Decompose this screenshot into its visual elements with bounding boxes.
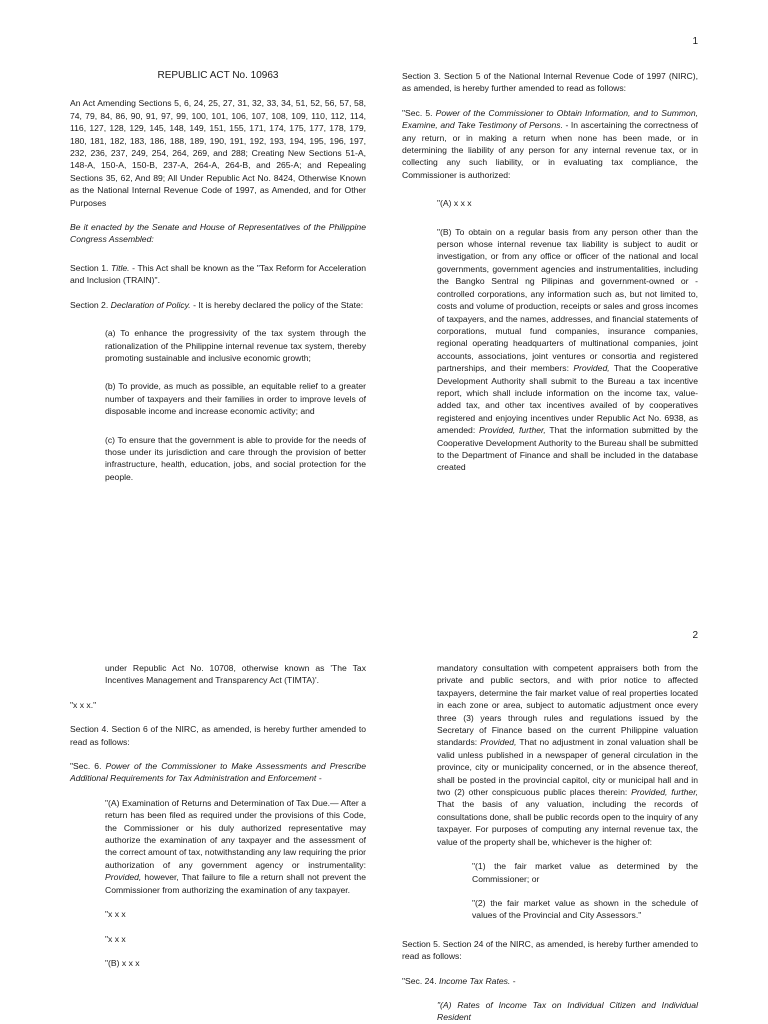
section-close: "x x x." — [70, 699, 97, 710]
nirc-section-24-a: "(A) Rates of Income Tax on Individual Citizen and Individual Resident — [437, 999, 698, 1023]
zonal-valuation-text: mandatory consultation with competent appraisers both from the private and public sectors, and with prior notice to affected taxpayers, determine the fair market value of real properties located in each zone or area, subject to automatic adjustment once every three (3) years through rules and regulations issued by the Secretary of Finance based on the current Philippine valuation standards: Provided, That no adjustment in zonal valuation shall be valid unless published in a newspaper of general circulation in the province, city or municipality concerned, or in the absence thereof, shall be posted in the provincial capitol, city or municipal hall and in two (2) other conspicuous public places therein: Provided, further, That the basis of any valuation, including the records of consultations done, shall be public records open to the inquiry of any taxpayer. For purposes of computing any internal revenue tax, the value of the property shall be, whichever is the higher of: — [437, 663, 699, 847]
nirc-section-5-a: "(A) x x x — [437, 198, 472, 209]
section-2-item-a: (a) To enhance the progressivity of the tax system through the rationalization of the Philippine internal revenue tax system, thereby promoting sustainable and inclusive economic growth; — [105, 328, 366, 363]
left-column — [70, 662, 366, 969]
nirc-section-5-b: "(B) To obtain on a regular basis from any person other than the person whose internal revenue tax liability is subject to audit or investigation, or from any office or officer of the national and local governments, government agencies and instrumentalities, including the Bangko Sentral ng Pilipinas and government-owned or -controlled corporations, any information such as, but not limited to, costs and volume of production, receipts or sales and gross incomes of taxpayers, and the names, addresses, and financial statements of corporations, mutual fund companies, insurance companies, regional operating headquarters of multinational companies, joint accounts, associations, joint ventures or consortia and registered partnerships, and their members: Provided, That the Cooperative Development Authority shall submit to the Bureau a tax incentive report, which shall include information on the income tax, value-added tax, and other tax incentives availed of by cooperatives registered and enjoying incentives under Republic Act No. 6938, as amended: Provided, further, That the information submitted by the Cooperative Development Authority to the Bureau shall be submitted to the Department of Finance and shall be included in the database created — [437, 226, 698, 473]
section-3: Section 3. Section 5 of the National Internal Revenue Code of 1997 (NIRC), as amended, is hereby further amended to read as follows: — [402, 71, 698, 94]
document-page-2 — [0, 600, 768, 1024]
omitted-text: "x x x — [105, 933, 126, 944]
long-title: An Act Amending Sections 5, 6, 24, 25, 27, 31, 32, 33, 34, 51, 52, 56, 57, 58, 74, 79, 84, 86, 90, 91, 97, 99, 100, 101, 106, 107, 108, 109, 110, 112, 114, 116, 127, 128, 129, 145, 148, 149, 151, 155, 171, 174, 175, 177, 178, 179, 180, 181, 182, 183, 186, 188, 189, 190, 191, 192, 193, 194, 195, 196, 197, 232, 236, 237, 249, 254, 264, 269, and 288; Creating New Sections 51-A, 148-A, 150-A, 150-B, 237-A, 264-A, 264-B, and 265-A; and Repealing Sections 35, 62, And 89; All Under Republic Act No. 8424, Otherwise Known as the National Internal Revenue Code of 1997, as Amended, and for Other Purposes — [70, 98, 366, 208]
section-5: Section 5. Section 24 of the NIRC, as amended, is hereby further amended to read as follows: — [402, 938, 698, 962]
omitted-text: "x x x — [105, 909, 126, 920]
nirc-section-5: "Sec. 5. Power of the Commissioner to Obtain Information, and to Summon, Examine, and Take Testimony of Persons. - In ascertaining the correctness of any return, or in making a return when none has been made, or in determining the liability of any person for any internal revenue tax, or in collecting any such liability, or in evaluating tax compliance, the Commissioner is authorized: — [402, 107, 698, 180]
fair-market-value-1: "(1) the fair market value as determined by the Commissioner; or — [472, 861, 698, 884]
section-2: Section 2. Declaration of Policy. - It is hereby declared the policy of the State: — [70, 299, 364, 310]
document-title: REPUBLIC ACT No. 10963 — [157, 70, 279, 81]
nirc-section-6: "Sec. 6. Power of the Commissioner to Make Assessments and Prescribe Additional Requirements for Tax Administration and Enforcement - — [70, 761, 366, 784]
section-1: Section 1. Title. - This Act shall be known as the "Tax Reform for Acceleration and Inclusion (TRAIN)". — [70, 262, 367, 286]
page-number: 2 — [692, 630, 698, 641]
enacting-clause: Be it enacted by the Senate and House of Representatives of the Philippine Congress Assembled: — [70, 222, 366, 245]
left-column — [70, 70, 366, 483]
section-2-item-b: (b) To provide, as much as possible, an equitable relief to a greater number of taxpayers and their families in order to improve levels of disposable income and increase economic activity; and — [105, 381, 366, 417]
nirc-section-24: "Sec. 24. Income Tax Rates. - — [402, 975, 516, 986]
section-2-item-c: (c) To ensure that the government is able to provide for the needs of those under its jurisdiction and care through the provision of better infrastructure, health, education, jobs, and social protection for the people. — [105, 434, 366, 482]
right-column — [402, 70, 698, 474]
fair-market-value-2: "(2) the fair market value as shown in the schedule of values of the Provincial and City Assessors." — [472, 897, 698, 921]
page-number: 1 — [692, 36, 698, 47]
section-4: Section 4. Section 6 of the NIRC, as amended, is hereby further amended to read as follows: — [70, 724, 366, 747]
nirc-section-6-a: "(A) Examination of Returns and Determination of Tax Due.— After a return has been filed as required under the provisions of this Code, the Commissioner or his duly authorized representative may authorize the examination of any taxpayer and the assessment of the correct amount of tax, notwithstanding any law requiring the prior authorization of any government agency or instrumentality: Provided, however, That failure to file a return shall not prevent the Commissioner from authorizing the examination of any taxpayer. — [105, 797, 366, 895]
right-column — [402, 662, 698, 1024]
timta-continuation: under Republic Act No. 10708, otherwise known as 'The Tax Incentives Management and Transparency Act (TIMTA)'. — [105, 663, 366, 686]
nirc-section-6-b: "(B) x x x — [105, 957, 140, 968]
